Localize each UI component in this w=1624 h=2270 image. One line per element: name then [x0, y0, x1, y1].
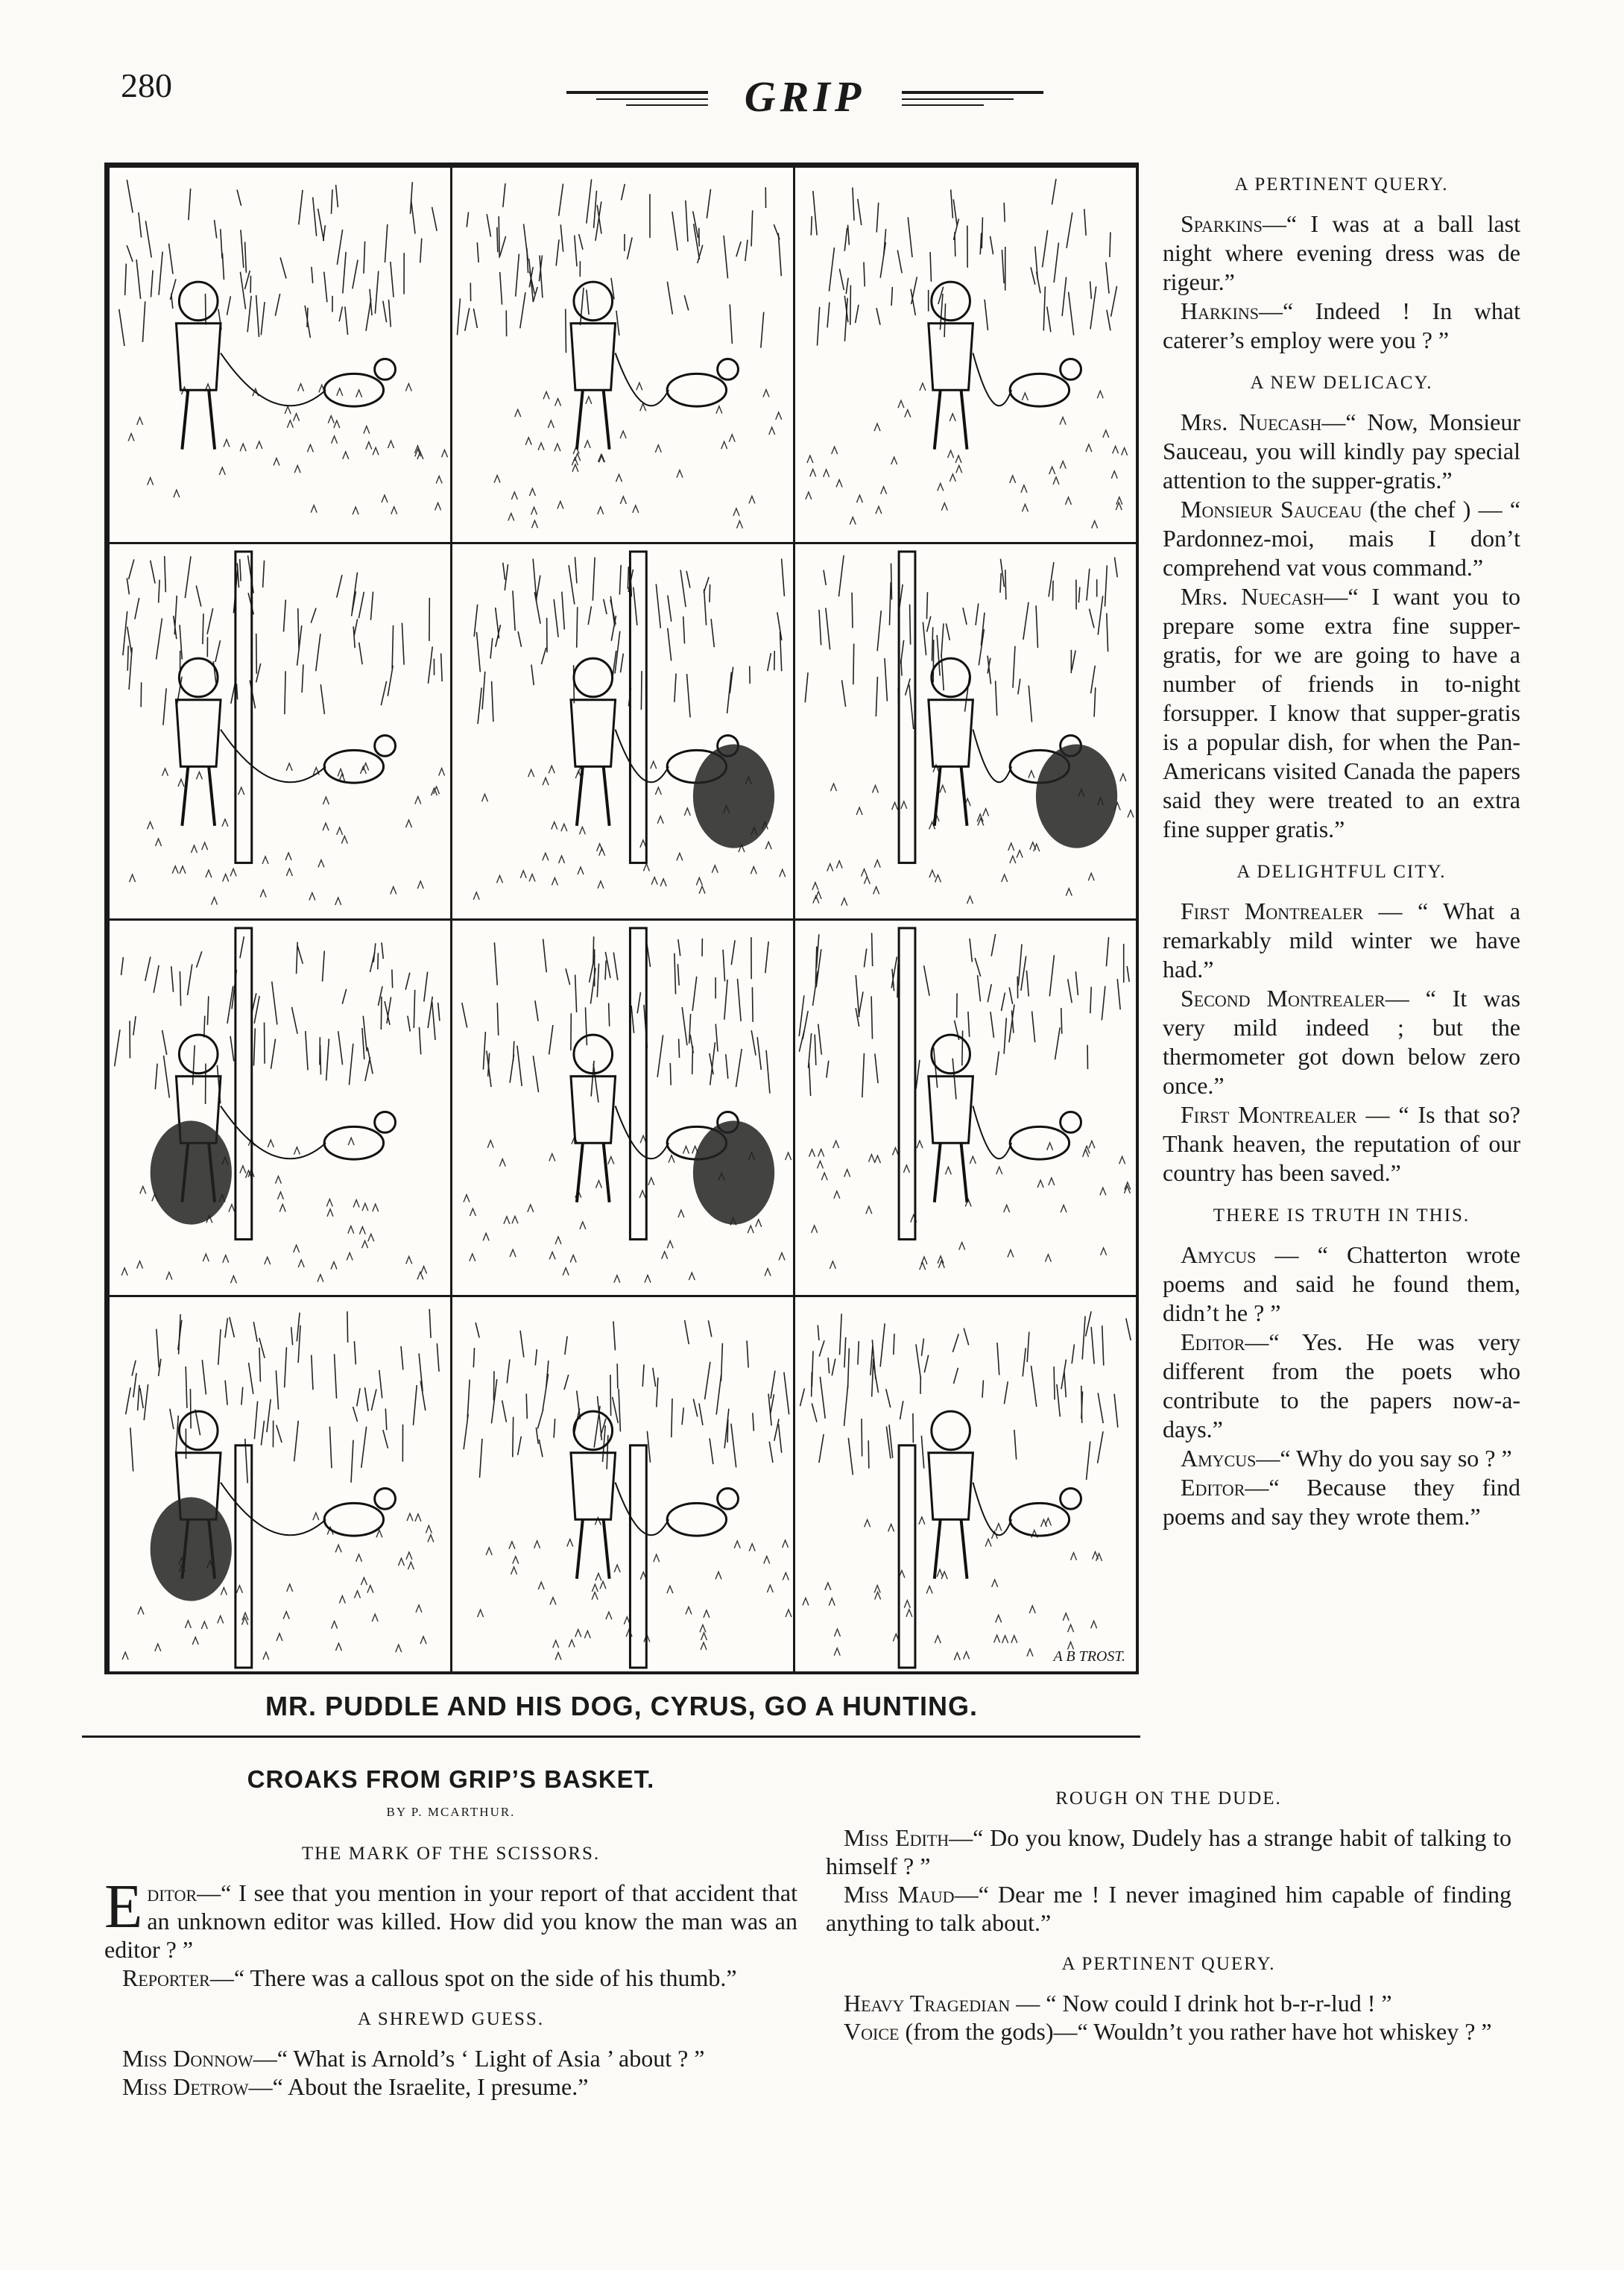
dialogue-text: —“ I was at a ball last night where evening dress was de rigeur.” [1163, 210, 1520, 295]
speaker-name: Miss Maud [844, 1881, 955, 1908]
publication-title: GRIP [744, 72, 866, 121]
dialogue-paragraph [104, 1964, 797, 1992]
artist-signature: A B TROST. [1053, 1648, 1125, 1665]
right-column [1163, 157, 1520, 1531]
speaker-name: First Montrealer [1181, 1101, 1357, 1128]
section-heading: A DELIGHTFUL CITY. [1236, 862, 1447, 882]
speaker-name: Second Montrealer [1181, 985, 1386, 1012]
dialogue-paragraph [104, 1872, 797, 1964]
section-heading: THERE IS TRUTH IN THIS. [1213, 1205, 1470, 1226]
dialogue-text: —“ What is Arnold’s ‘ Light of Asia ’ about ? ” [253, 2045, 705, 2072]
dialogue-paragraph [1163, 1240, 1520, 1328]
speaker-name: Mrs. Nuecash [1181, 409, 1322, 435]
speaker-name: Miss Donnow [122, 2045, 253, 2072]
speaker-name: Harkins [1181, 297, 1260, 324]
comic-panel-12 [793, 1295, 1138, 1674]
speaker-name: Reporter [122, 1964, 210, 1991]
dialogue-paragraph [1163, 209, 1520, 297]
byline: BY P. MCARTHUR. [386, 1805, 516, 1819]
speaker-name: Miss Edith [844, 1824, 950, 1851]
dialogue-text: —“ Do you know, Dudely has a strange habit of talking to himself ? ” [826, 1824, 1511, 1879]
dialogue-paragraph [1163, 1444, 1520, 1473]
masthead [566, 72, 1043, 124]
dialogue-paragraph [104, 2044, 797, 2072]
dialogue-paragraph [1163, 984, 1520, 1100]
comic-panel-3 [793, 165, 1138, 544]
dialogue-text: — “ Is that so? Thank heaven, the reputation of our country has been saved.” [1163, 1101, 1520, 1186]
dialogue-text: (from the gods)—“ Wouldn’t you rather have hot whiskey ? ” [899, 2018, 1492, 2045]
comic-panel-8 [450, 918, 795, 1297]
comic-panel-10 [107, 1295, 452, 1674]
speaker-name: Heavy Tragedian [844, 1990, 1011, 2017]
dialogue-text: — “ Now could I drink hot b-r-r-lud ! ” [1010, 1990, 1392, 2017]
comic-panel-2 [450, 165, 795, 544]
comic-caption: MR. PUDDLE AND HIS DOG, CYRUS, GO A HUNTING. [265, 1691, 979, 1721]
section-heading: A PERTINENT QUERY. [1234, 174, 1449, 195]
speaker-name: Editor [1181, 1474, 1245, 1501]
dialogue-paragraph [826, 1823, 1511, 1880]
comic-panel-1 [107, 165, 452, 544]
speaker-name: Sparkins [1181, 210, 1263, 237]
dialogue-text: — “ It was very mild indeed ; but the thermometer got down below zero once.” [1163, 985, 1520, 1099]
speaker-name: Voice [844, 2018, 900, 2045]
section-heading: A SHREWD GUESS. [357, 2009, 545, 2029]
dialogue-paragraph [1163, 297, 1520, 355]
dialogue-text: — “ What a remarkably mild winter we have had.” [1163, 898, 1520, 983]
comic-panel-4 [107, 542, 452, 921]
dialogue-text: —“ There was a callous spot on the side of his thumb.” [209, 1964, 737, 1991]
dialogue-text: —“ I see that you mention in your report of that accident that an unknown editor was killed. How did you know the man was an editor ? ” [104, 1879, 797, 1963]
dialogue-paragraph [1163, 582, 1520, 844]
croaks-right-column [826, 1771, 1511, 2046]
dialogue-text: —“ Because they find poems and say they wrote them.” [1163, 1474, 1520, 1530]
comic-strip [104, 163, 1139, 1674]
comic-panel-5 [450, 542, 795, 921]
comic-panel-9 [793, 918, 1138, 1297]
dialogue-paragraph [1163, 1473, 1520, 1531]
speaker-name: Amycus [1181, 1445, 1257, 1472]
dialogue-text: —“ I want you to prepare some extra fine supper-gratis, for we are going to have a number of friends in to-night forsupper. I know that supper-gratis is a popular dish, for when the Pan-Americans visited Canada the papers said they were treated to an extra fine supper gratis.” [1163, 583, 1521, 842]
croaks-title: CROAKS FROM GRIP’S BASKET. [247, 1765, 655, 1793]
dialogue-paragraph [104, 2072, 797, 2101]
speaker-name: Monsieur Sauceau [1181, 496, 1362, 523]
dialogue-paragraph [1163, 1100, 1520, 1188]
dialogue-text: —“ Why do you say so ? ” [1256, 1445, 1512, 1472]
speaker-name: ditor [147, 1879, 198, 1906]
comic-panel-6 [793, 542, 1138, 921]
speaker-name: Mrs. Nuecash [1181, 583, 1324, 610]
dialogue-text: — “ Chatterton wrote poems and said he found them, didn’t he ? ” [1163, 1241, 1520, 1326]
divider [82, 1735, 1140, 1738]
page-number: 280 [121, 66, 172, 104]
dialogue-text: —“ Dear me ! I never imagined him capable of finding anything to talk about.” [826, 1881, 1511, 1936]
drop-cap: E [104, 1872, 143, 1941]
dialogue-text: —“ Now, Monsieur Sauceau, you will kindly pay special attention to the supper-gratis.” [1163, 409, 1521, 494]
speaker-name: Miss Detrow [122, 2073, 249, 2100]
section-heading: A PERTINENT QUERY. [1061, 1954, 1276, 1974]
comic-panel-11 [450, 1295, 795, 1674]
section-heading: ROUGH ON THE DUDE. [1055, 1788, 1282, 1809]
dialogue-paragraph [1163, 897, 1520, 984]
speaker-name: First Montrealer [1181, 898, 1364, 924]
speaker-name: Editor [1181, 1328, 1245, 1355]
dialogue-paragraph [1163, 408, 1520, 495]
comic-panel-7 [107, 918, 452, 1297]
dialogue-paragraph [826, 1880, 1511, 1937]
dialogue-text: —“ About the Israelite, I presume.” [248, 2073, 589, 2100]
dialogue-paragraph [1163, 495, 1520, 582]
dialogue-paragraph [1163, 1328, 1520, 1444]
dialogue-text: —“ Indeed ! In what caterer’s employ were you ? ” [1163, 297, 1520, 353]
section-heading: THE MARK OF THE SCISSORS. [301, 1844, 601, 1864]
section-heading: A NEW DELICACY. [1250, 373, 1433, 393]
dialogue-text: (the chef ) — “ Pardonnez-moi, mais I don’t comprehend vat vous command.” [1163, 496, 1521, 581]
speaker-name: Amycus [1181, 1241, 1257, 1268]
croaks-left-column [104, 1765, 797, 2101]
dialogue-paragraph [826, 1989, 1511, 2017]
dialogue-text: —“ Yes. He was very different from the poets who contribute to the papers now-a-days.” [1163, 1328, 1520, 1443]
dialogue-paragraph [826, 2017, 1511, 2046]
